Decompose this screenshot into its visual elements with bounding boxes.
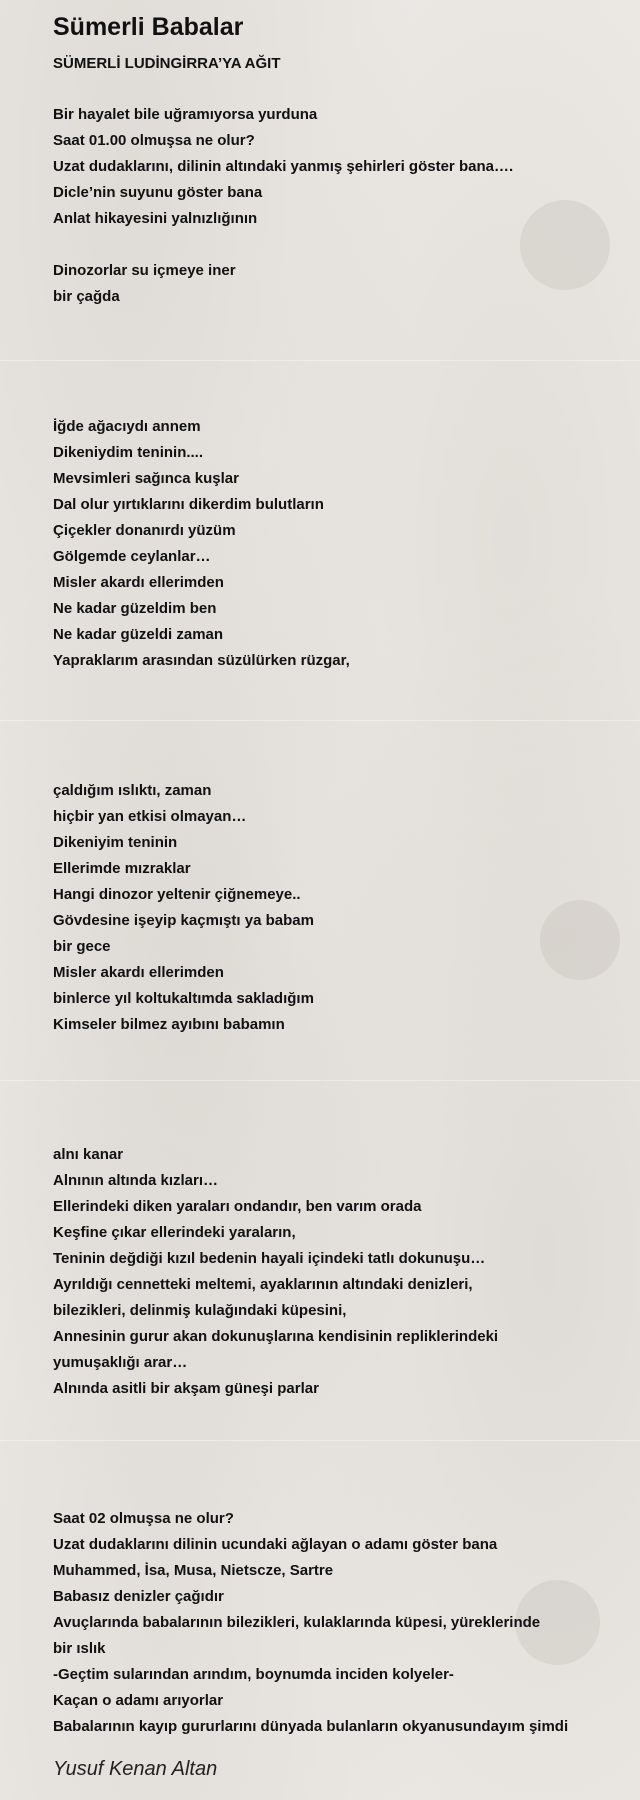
- poem-line: bilezikleri, delinmiş kulağındaki küpesini,: [53, 1302, 347, 1319]
- poem-line: [53, 362, 633, 388]
- poem-line: Gövdesine işeyip kaçmıştı ya babam: [53, 912, 314, 929]
- poem-line: Saat 02 olmuşsa ne olur?: [53, 1510, 234, 1527]
- poem-line: alnı kanar: [53, 1146, 124, 1163]
- poem-line: [53, 1038, 633, 1064]
- poem-line: [53, 1090, 633, 1116]
- poem-author: Yusuf Kenan Altan: [53, 1758, 218, 1780]
- poem-line: bir gece: [53, 938, 111, 955]
- poem-line: Gölgemde ceylanlar…: [53, 548, 211, 565]
- poem-line: Dicle’nin suyunu göster bana: [53, 184, 263, 201]
- poem-line: Dikeniyim teninin: [53, 834, 178, 851]
- poem-line: [53, 310, 633, 336]
- poem-line: Mevsimleri sağınca kuşlar: [53, 470, 239, 487]
- poem-line: Ne kadar güzeldi zaman: [53, 626, 224, 643]
- poem-line: [53, 232, 633, 258]
- poem-line: Misler akardı ellerimden: [53, 964, 224, 981]
- poem-line: Muhammed, İsa, Musa, Nietscze, Sartre: [53, 1562, 334, 1579]
- poem-line: Yapraklarım arasından süzülürken rüzgar,: [53, 652, 350, 669]
- poem-line: hiçbir yan etkisi olmayan…: [53, 808, 247, 825]
- poem-line: Bir hayalet bile uğramıyorsa yurduna: [53, 106, 318, 123]
- poem-title: Sümerli Babalar: [53, 13, 244, 41]
- poem-line: Alnının altında kızları…: [53, 1172, 219, 1189]
- poem-body: [53, 76, 633, 1740]
- poem-line: Çiçekler donanırdı yüzüm: [53, 522, 236, 539]
- poem-line: Kimseler bilmez ayıbını babamın: [53, 1016, 285, 1033]
- poem-line: Kaçan o adamı arıyorlar: [53, 1692, 224, 1709]
- poem-line: bir ıslık: [53, 1640, 106, 1657]
- poem-line: Saat 01.00 olmuşsa ne olur?: [53, 132, 255, 149]
- poem-line: çaldığım ıslıktı, zaman: [53, 782, 212, 799]
- poem-line: [53, 1428, 633, 1454]
- poem-line: İğde ağacıydı annem: [53, 418, 201, 435]
- poem-line: [53, 1064, 633, 1090]
- poem-line: Annesinin gurur akan dokunuşlarına kendisinin repliklerindeki: [53, 1328, 499, 1345]
- poem-line: Babalarının kayıp gururlarını dünyada bulanların okyanusundayım şimdi: [53, 1718, 569, 1735]
- poem-line: Alnında asitli bir akşam güneşi parlar: [53, 1380, 319, 1397]
- poem-line: [53, 726, 633, 752]
- poem-line: Uzat dudaklarını dilinin ucundaki ağlayan o adamı göster bana: [53, 1536, 498, 1553]
- poem-line: -Geçtim sularından arındım, boynumda inciden kolyeler-: [53, 1666, 454, 1683]
- poem-line: Hangi dinozor yeltenir çiğnemeye..: [53, 886, 301, 903]
- poem-subtitle: SÜMERLİ LUDİNGİRRA’YA AĞIT: [53, 55, 281, 72]
- poem-line: [53, 1402, 633, 1428]
- poem-line: [53, 752, 633, 778]
- poem-line: [53, 1480, 633, 1506]
- poem-line: Babasız denizler çağıdır: [53, 1588, 224, 1605]
- poem-line: [53, 674, 633, 700]
- poem-line: Dikeniydim teninin....: [53, 444, 204, 461]
- poem-line: Anlat hikayesini yalnızlığının: [53, 210, 258, 227]
- poem-line: bir çağda: [53, 288, 120, 305]
- poem-line: Misler akardı ellerimden: [53, 574, 224, 591]
- poem-line: Dal olur yırtıklarını dikerdim bulutların: [53, 496, 324, 513]
- poem-line: Teninin değdiği kızıl bedenin hayali içindeki tatlı dokunuşu…: [53, 1250, 486, 1267]
- poem-line: binlerce yıl koltukaltımda sakladığım: [53, 990, 314, 1007]
- poem-line: [53, 1454, 633, 1480]
- poem-line: yumuşaklığı arar…: [53, 1354, 188, 1371]
- poem-line: Dinozorlar su içmeye iner: [53, 262, 236, 279]
- poem-line: [53, 76, 633, 102]
- poem-line: Uzat dudaklarını, dilinin altındaki yanmış şehirleri göster bana….: [53, 158, 514, 175]
- poem-line: Ne kadar güzeldim ben: [53, 600, 217, 617]
- poem-line: Keşfine çıkar ellerindeki yaraların,: [53, 1224, 296, 1241]
- poem-line: Ayrıldığı cennetteki meltemi, ayaklarının altındaki denizleri,: [53, 1276, 473, 1293]
- poem-line: [53, 700, 633, 726]
- poem-container: [53, 10, 633, 1782]
- poem-line: Avuçlarında babalarının bilezikleri, kulaklarında küpesi, yüreklerinde: [53, 1614, 541, 1631]
- poem-line: [53, 1116, 633, 1142]
- poem-line: Ellerimde mızraklar: [53, 860, 191, 877]
- poem-line: [53, 388, 633, 414]
- poem-line: Ellerindeki diken yaraları ondandır, ben varım orada: [53, 1198, 422, 1215]
- poem-line: [53, 336, 633, 362]
